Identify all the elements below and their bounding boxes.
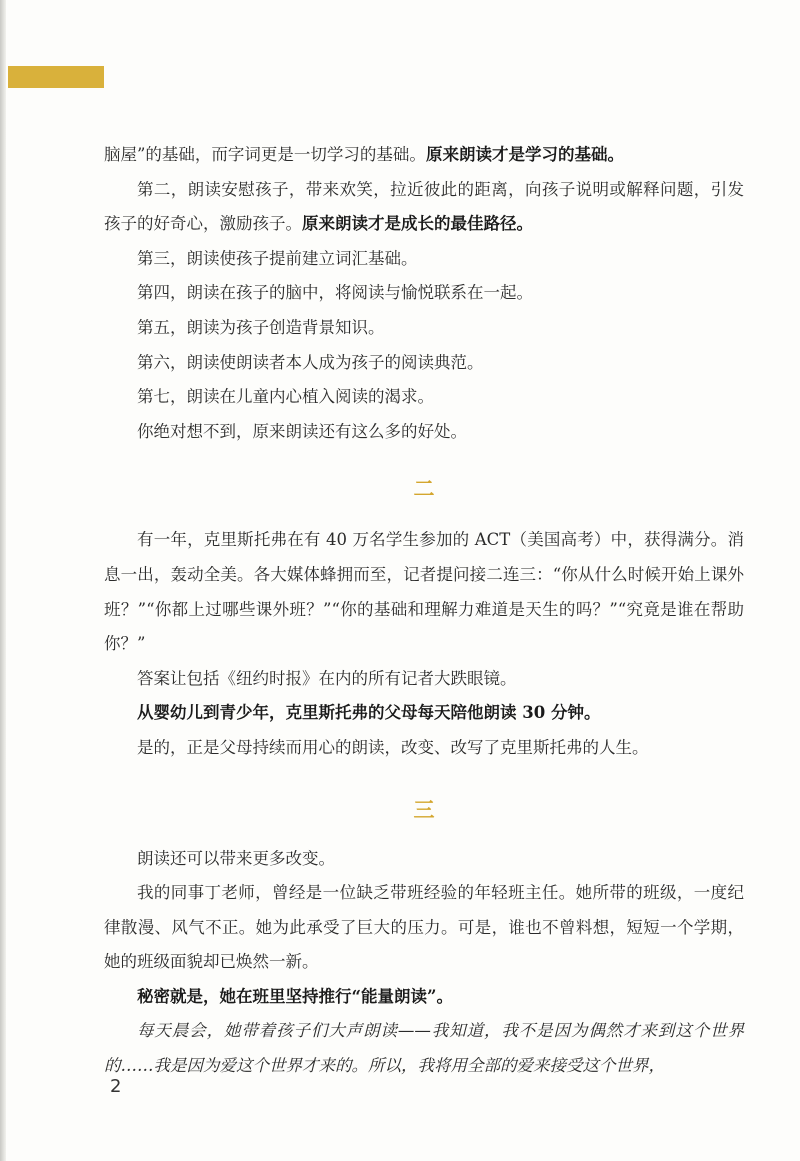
page-content bbox=[104, 138, 744, 1084]
paragraph: 是的，正是父母持续而用心的朗读，改变、改写了克里斯托弗的人生。 bbox=[137, 737, 649, 757]
paragraph: 答案让包括《纽约时报》在内的所有记者大跌眼镜。 bbox=[137, 668, 517, 688]
paragraph: 朗读还可以带来更多改变。 bbox=[137, 848, 335, 868]
bold-emphasis: 原来朗读才是学习的基础。 bbox=[425, 145, 624, 164]
paragraph bbox=[104, 173, 744, 242]
paragraph bbox=[104, 138, 744, 173]
paragraph: 第五，朗读为孩子创造背景知识。 bbox=[137, 317, 385, 337]
quoted-paragraph: 每天晨会，她带着孩子们大声朗读——我知道，我不是因为偶然才来到这个世界的……我是因为爱这个世界才来的。所以，我将用全部的爱来接受这个世界， bbox=[104, 1021, 744, 1076]
paragraph: 第六，朗读使朗读者本人成为孩子的阅读典范。 bbox=[137, 352, 484, 372]
paragraph: 有一年，克里斯托弗在有 40 万名学生参加的 ACT（美国高考）中，获得满分。消息一出，轰动全美。各大媒体蜂拥而至，记者提问接二连三：“你从什么时候开始上课外班？”“你都上过哪些课外班？”“你的基础和理解力难道是天生的吗？”“究竟是谁在帮助你？” bbox=[104, 530, 744, 654]
section-heading-3: 三 bbox=[413, 796, 435, 822]
paragraph: 我的同事丁老师，曾经是一位缺乏带班经验的年轻班主任。她所带的班级，一度纪律散漫、风气不正。她为此承受了巨大的压力。可是，谁也不曾料想，短短一个学期，她的班级面貌却已焕然一新。 bbox=[104, 883, 744, 972]
bold-emphasis: 原来朗读才是成长的最佳路径。 bbox=[302, 214, 533, 234]
paragraph: 第四，朗读在孩子的脑中，将阅读与愉悦联系在一起。 bbox=[137, 283, 533, 303]
page-edge-shadow bbox=[0, 0, 6, 1161]
paragraph: 第三，朗读使孩子提前建立词汇基础。 bbox=[137, 248, 418, 268]
bold-paragraph: 秘密就是，她在班里坚持推行“能量朗读”。 bbox=[137, 986, 453, 1006]
paragraph-text: 第二，朗读安慰孩子，带来欢笑，拉近彼此的距离，向孩子说明或解释问题，引发孩子的好奇心，激励孩子。 bbox=[104, 179, 744, 234]
bold-paragraph: 从婴幼儿到青少年，克里斯托弗的父母每天陪他朗读 30 分钟。 bbox=[137, 703, 601, 723]
paragraph-text: 脑屋”的基础，而字词更是一切学习的基础。 bbox=[104, 145, 426, 164]
page-number: 2 bbox=[110, 1076, 122, 1097]
accent-bar bbox=[8, 66, 104, 88]
section-heading-2: 二 bbox=[413, 476, 435, 502]
paragraph: 第七，朗读在儿童内心植入阅读的渴求。 bbox=[137, 387, 434, 407]
paragraph: 你绝对想不到，原来朗读还有这么多的好处。 bbox=[137, 421, 467, 441]
